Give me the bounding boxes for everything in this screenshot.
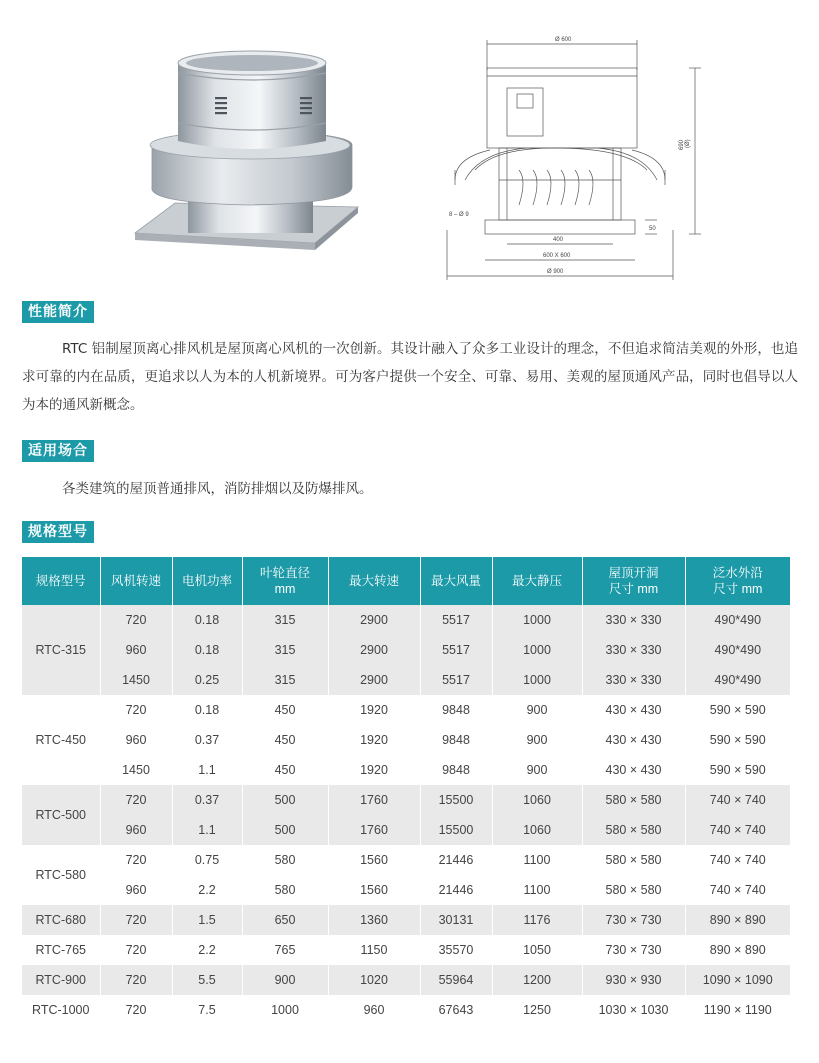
- intro-text: RTC 铝制屋顶离心排风机是屋顶离心风机的一次创新。其设计融入了众多工业设计的理念，不但追求简洁美观的外形，也追求可靠的内在品质，更追求以人为本的人机新境界。可为客户提供一个安全、可靠、易用、美观的屋顶通风产品，同时也倡导以人为本的通风新概念。: [22, 341, 798, 413]
- fan-product-photo: [130, 45, 360, 260]
- table-cell: 0.18: [172, 605, 242, 635]
- table-header-cell: [685, 557, 790, 605]
- table-cell: 490*490: [685, 635, 790, 665]
- table-cell: 2.2: [172, 935, 242, 965]
- model-group: [22, 995, 790, 1025]
- table-cell: 1920: [328, 695, 420, 725]
- table-cell: 580 × 580: [582, 815, 685, 845]
- table-cell: 650: [242, 905, 328, 935]
- table-cell: 7.5: [172, 995, 242, 1025]
- section-title-intro: 性能简介: [22, 301, 94, 323]
- table-header-text: 最大转速: [348, 574, 399, 588]
- table-cell: 430 × 430: [582, 755, 685, 785]
- table-cell: 1250: [492, 995, 582, 1025]
- table-cell: 1000: [492, 665, 582, 695]
- model-group: [22, 695, 790, 785]
- intro-paragraph: [22, 335, 798, 419]
- table-cell: 5.5: [172, 965, 242, 995]
- table-header-text: 电机功率: [181, 574, 232, 588]
- usage-paragraph: [22, 475, 798, 503]
- table-cell: 1000: [242, 995, 328, 1025]
- table-cell: 15500: [420, 815, 492, 845]
- table-cell: 0.37: [172, 725, 242, 755]
- table-header-text: 最大风量: [430, 574, 481, 588]
- table-cell: 1090 × 1090: [685, 965, 790, 995]
- table-row: [22, 965, 790, 995]
- table-header-text: 叶轮直径: [259, 566, 310, 580]
- table-header-cell: [242, 557, 328, 605]
- dim-bottom-label: Ø 900: [547, 269, 564, 275]
- table-cell: 1050: [492, 935, 582, 965]
- table-cell: 21446: [420, 845, 492, 875]
- table-row: [22, 605, 790, 635]
- table-cell: 1560: [328, 845, 420, 875]
- table-cell: 5517: [420, 605, 492, 635]
- model-cell: RTC-1000: [22, 995, 100, 1025]
- dim-hole-label: 8 – Ø 9: [449, 212, 469, 218]
- table-row: [22, 635, 790, 665]
- table-cell: 490*490: [685, 605, 790, 635]
- table-cell: 740 × 740: [685, 875, 790, 905]
- usage-text: 各类建筑的屋顶普通排风，消防排烟以及防爆排风。: [62, 481, 373, 497]
- table-cell: 2900: [328, 665, 420, 695]
- table-cell: 580 × 580: [582, 785, 685, 815]
- table-header-text: 尺寸 mm: [713, 582, 763, 596]
- table-row: [22, 755, 790, 785]
- model-cell: RTC-900: [22, 965, 100, 995]
- table-cell: 330 × 330: [582, 665, 685, 695]
- table-cell: 720: [100, 935, 172, 965]
- table-cell: 0.18: [172, 635, 242, 665]
- table-cell: 500: [242, 785, 328, 815]
- table-cell: 1000: [492, 635, 582, 665]
- section-title-usage: 适用场合: [22, 440, 94, 462]
- table-cell: 1190 × 1190: [685, 995, 790, 1025]
- table-header-cell: [172, 557, 242, 605]
- table-header-text: 规格型号: [35, 574, 86, 588]
- table-cell: 740 × 740: [685, 845, 790, 875]
- table-cell: 900: [492, 725, 582, 755]
- model-group: [22, 845, 790, 905]
- table-row: [22, 695, 790, 725]
- table-cell: 580: [242, 875, 328, 905]
- table-cell: 2900: [328, 635, 420, 665]
- table-cell: 67643: [420, 995, 492, 1025]
- section-title-spec: 规格型号: [22, 521, 94, 543]
- table-cell: 330 × 330: [582, 605, 685, 635]
- model-cell: RTC-580: [22, 845, 100, 905]
- table-header-text: 最大静压: [511, 574, 562, 588]
- table-cell: 720: [100, 965, 172, 995]
- table-row: [22, 845, 790, 875]
- table-cell: 890 × 890: [685, 935, 790, 965]
- table-cell: 930 × 930: [582, 965, 685, 995]
- table-cell: 0.75: [172, 845, 242, 875]
- table-cell: 740 × 740: [685, 815, 790, 845]
- table-cell: 960: [100, 815, 172, 845]
- table-row: [22, 935, 790, 965]
- table-cell: 1100: [492, 875, 582, 905]
- table-cell: 0.25: [172, 665, 242, 695]
- table-cell: 450: [242, 725, 328, 755]
- table-cell: 450: [242, 695, 328, 725]
- table-row: [22, 995, 790, 1025]
- table-cell: 1920: [328, 755, 420, 785]
- table-cell: 55964: [420, 965, 492, 995]
- model-group: [22, 935, 790, 965]
- table-cell: 590 × 590: [685, 695, 790, 725]
- table-cell: 1100: [492, 845, 582, 875]
- table-cell: 21446: [420, 875, 492, 905]
- table-cell: 1.5: [172, 905, 242, 935]
- table-cell: 1760: [328, 815, 420, 845]
- table-cell: 1150: [328, 935, 420, 965]
- model-group: [22, 965, 790, 995]
- table-cell: 5517: [420, 635, 492, 665]
- model-group: [22, 605, 790, 695]
- table-cell: 1360: [328, 905, 420, 935]
- table-cell: 590 × 590: [685, 755, 790, 785]
- table-cell: 1176: [492, 905, 582, 935]
- table-header-text: 屋顶开洞: [608, 566, 659, 580]
- table-cell: 580 × 580: [582, 845, 685, 875]
- table-cell: 430 × 430: [582, 725, 685, 755]
- table-cell: 315: [242, 605, 328, 635]
- table-cell: 15500: [420, 785, 492, 815]
- table-cell: 960: [328, 995, 420, 1025]
- model-cell: RTC-500: [22, 785, 100, 845]
- table-header-cell: [492, 557, 582, 605]
- model-cell: RTC-680: [22, 905, 100, 935]
- table-header-cell: [420, 557, 492, 605]
- table-cell: 900: [492, 755, 582, 785]
- table-cell: 960: [100, 725, 172, 755]
- table-cell: 1560: [328, 875, 420, 905]
- table-cell: 1030 × 1030: [582, 995, 685, 1025]
- table-cell: 765: [242, 935, 328, 965]
- dim-base-label: 600 X 600: [543, 253, 571, 259]
- table-cell: 1920: [328, 725, 420, 755]
- table-cell: 900: [492, 695, 582, 725]
- table-header-cell: [100, 557, 172, 605]
- table-cell: 2.2: [172, 875, 242, 905]
- table-row: [22, 785, 790, 815]
- table-cell: 720: [100, 905, 172, 935]
- dim-base-height-label: 50: [649, 226, 656, 232]
- model-cell: RTC-450: [22, 695, 100, 785]
- table-cell: 1000: [492, 605, 582, 635]
- table-cell: 580: [242, 845, 328, 875]
- table-cell: 720: [100, 695, 172, 725]
- table-cell: 1.1: [172, 755, 242, 785]
- table-cell: 2900: [328, 605, 420, 635]
- table-cell: 315: [242, 665, 328, 695]
- table-row: [22, 815, 790, 845]
- table-header-text: mm: [274, 582, 296, 596]
- table-cell: 720: [100, 785, 172, 815]
- table-row: [22, 875, 790, 905]
- table-cell: 730 × 730: [582, 905, 685, 935]
- table-cell: 720: [100, 845, 172, 875]
- table-cell: 590 × 590: [685, 725, 790, 755]
- table-cell: 30131: [420, 905, 492, 935]
- table-cell: 1060: [492, 785, 582, 815]
- table-cell: 720: [100, 995, 172, 1025]
- model-cell: RTC-765: [22, 935, 100, 965]
- table-cell: 1.1: [172, 815, 242, 845]
- table-cell: 1760: [328, 785, 420, 815]
- fan-dimension-drawing: [435, 30, 710, 285]
- table-cell: 9848: [420, 755, 492, 785]
- table-cell: 9848: [420, 725, 492, 755]
- dim-inner-label: 400: [553, 237, 564, 243]
- table-cell: 450: [242, 755, 328, 785]
- table-cell: 1020: [328, 965, 420, 995]
- dim-height2-label: (Ø): [685, 139, 691, 148]
- table-cell: 740 × 740: [685, 785, 790, 815]
- table-cell: 0.18: [172, 695, 242, 725]
- table-cell: 430 × 430: [582, 695, 685, 725]
- dim-top-label: Ø 600: [555, 37, 572, 43]
- table-cell: 730 × 730: [582, 935, 685, 965]
- table-cell: 900: [242, 965, 328, 995]
- table-cell: 500: [242, 815, 328, 845]
- table-cell: 35570: [420, 935, 492, 965]
- table-header-text: 泛水外沿: [712, 566, 763, 580]
- table-cell: 5517: [420, 665, 492, 695]
- table-header-cell: [582, 557, 685, 605]
- table-cell: 720: [100, 605, 172, 635]
- table-cell: 330 × 330: [582, 635, 685, 665]
- table-cell: 890 × 890: [685, 905, 790, 935]
- table-header-text: 尺寸 mm: [608, 582, 659, 596]
- model-cell: RTC-315: [22, 605, 100, 695]
- table-cell: 9848: [420, 695, 492, 725]
- table-cell: 580 × 580: [582, 875, 685, 905]
- table-cell: 960: [100, 875, 172, 905]
- dim-height-label: 690: [679, 139, 685, 150]
- model-group: [22, 785, 790, 845]
- table-cell: 490*490: [685, 665, 790, 695]
- table-cell: 1450: [100, 665, 172, 695]
- table-cell: 0.37: [172, 785, 242, 815]
- table-header-text: 风机转速: [110, 574, 161, 588]
- table-header-row: [22, 557, 790, 605]
- table-cell: 1450: [100, 755, 172, 785]
- table-row: [22, 665, 790, 695]
- table-cell: 960: [100, 635, 172, 665]
- table-cell: 1200: [492, 965, 582, 995]
- table-cell: 315: [242, 635, 328, 665]
- table-row: [22, 905, 790, 935]
- model-group: [22, 905, 790, 935]
- spec-table: [22, 557, 790, 1025]
- table-header-cell: [328, 557, 420, 605]
- table-row: [22, 725, 790, 755]
- table-cell: 1060: [492, 815, 582, 845]
- table-header-cell: [22, 557, 100, 605]
